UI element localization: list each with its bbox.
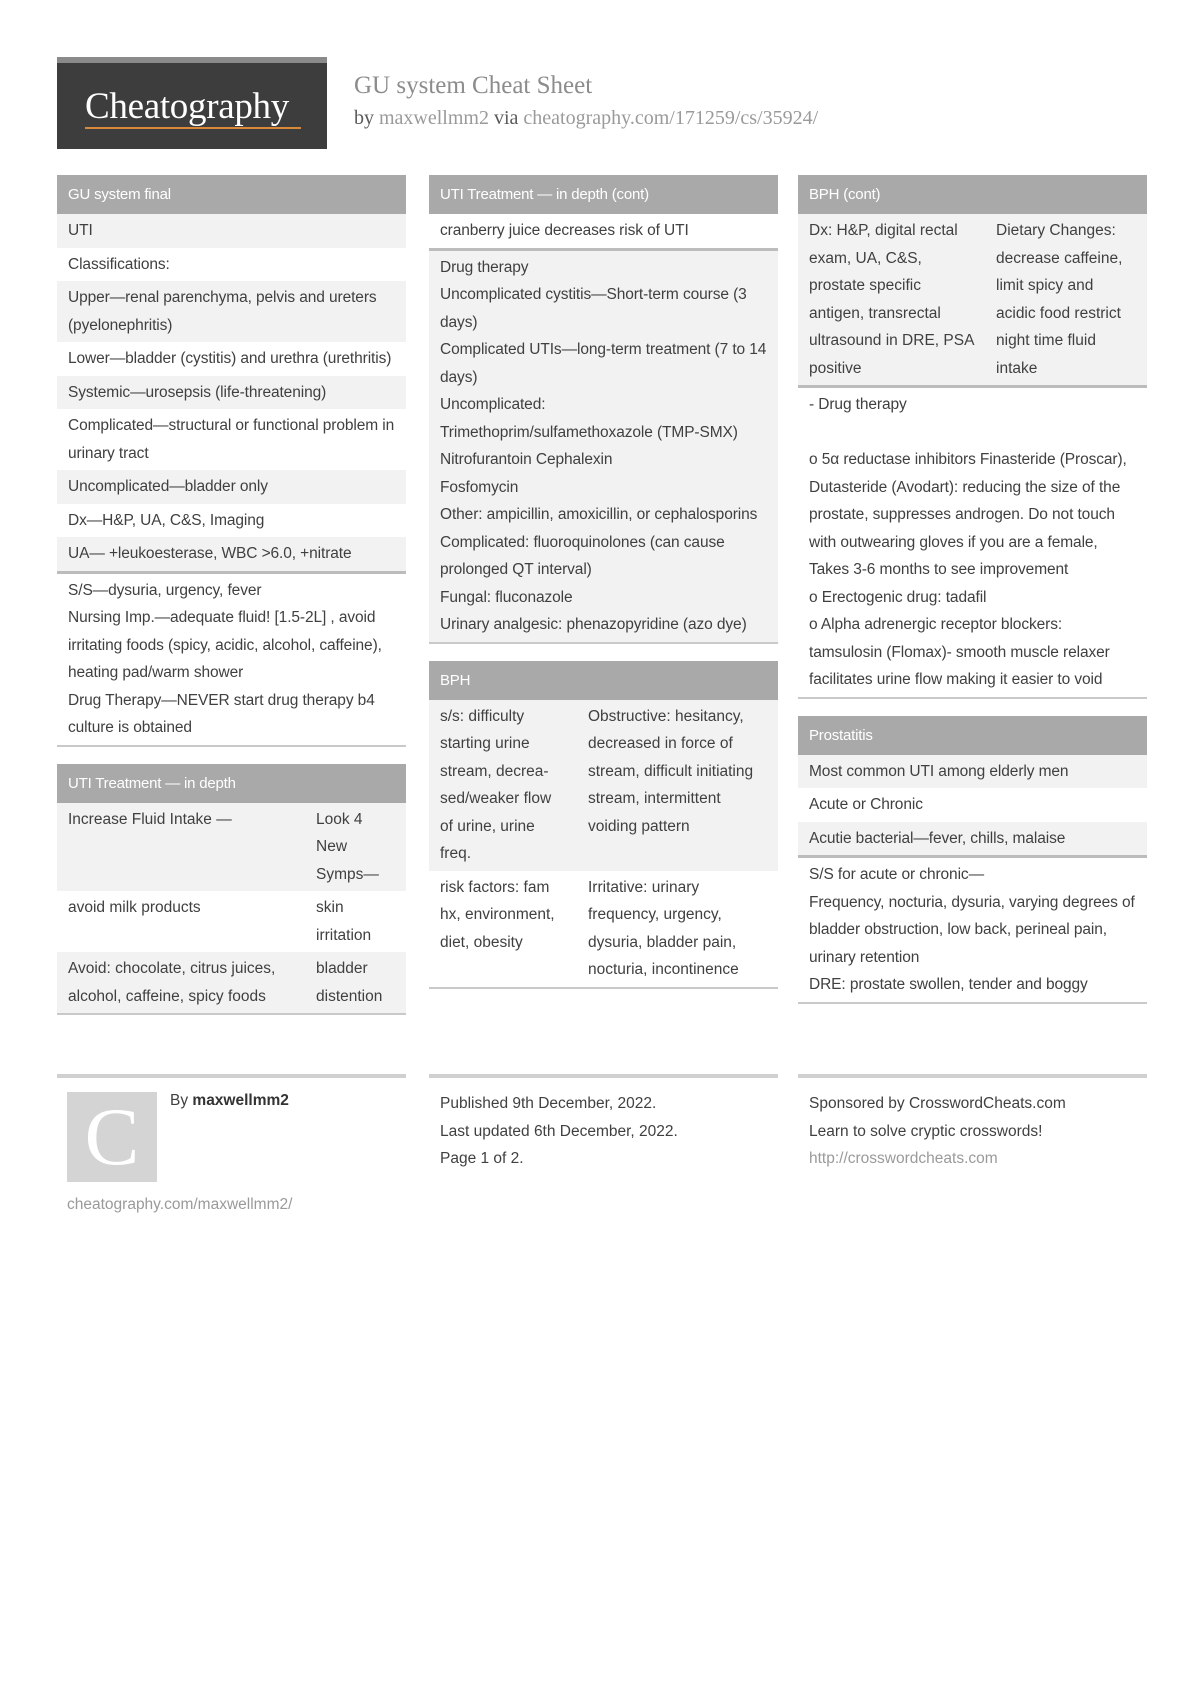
block-line: Nursing Imp.—adequate fluid! [1.5-2L] , avoid irritating foods (spicy, acidic, alcohol, caffeine), heating pad/warm shower — [68, 609, 382, 681]
author-link[interactable]: maxwellmm2 — [379, 107, 489, 129]
block-line — [809, 419, 1136, 447]
section-title: GU system final — [57, 175, 406, 214]
row: UA— +leukoesterase, WBC >6.0, +nitrate — [57, 537, 406, 571]
section-uti-treatment-depth — [57, 764, 406, 1016]
section-title: BPH (cont) — [798, 175, 1147, 214]
column-3 — [798, 175, 1147, 1021]
row: Uncomplicated—bladder only — [57, 470, 406, 504]
sponsor-url[interactable]: http://crosswordcheats.com — [809, 1150, 998, 1167]
cell: avoid milk products — [68, 899, 201, 916]
cell: s/s: difficulty starting urine stream, decreased/weaker flow of urine, urine freq. — [440, 707, 552, 862]
cell: Increase Fluid Intake — — [68, 810, 232, 828]
sponsor-tagline: Learn to solve cryptic crosswords! — [809, 1122, 1043, 1140]
byline — [354, 107, 818, 130]
avatar[interactable] — [67, 1092, 157, 1182]
block-line: Fungal: fluconazole — [440, 588, 573, 606]
text-block — [429, 248, 778, 642]
row: Lower—bladder (cystitis) and urethra (urethritis) — [57, 342, 406, 376]
text-block — [798, 385, 1147, 697]
cell: Dietary Changes: decrease caffeine, limit spicy and acidic food restrict night time fluid intake — [996, 222, 1123, 377]
table-row — [57, 952, 406, 1013]
footer-author — [57, 1074, 406, 1214]
table-row — [57, 891, 406, 952]
table-row — [429, 871, 778, 987]
sponsor-name[interactable]: CrosswordCheats.com — [908, 1095, 1066, 1112]
cell: Look 4 New Symps— — [316, 810, 379, 883]
section-uti-treatment-depth-cont — [429, 175, 778, 644]
section-title: Prostatitis — [798, 716, 1147, 755]
text-block — [798, 855, 1147, 1002]
block-line: Urinary analgesic: phenazopyridine (azo dye) — [440, 616, 747, 633]
section-title: UTI Treatment — in depth — [57, 764, 406, 803]
cheatography-logo[interactable] — [57, 57, 327, 149]
source-link[interactable]: cheatography.com/171259/cs/35924/ — [523, 107, 819, 129]
sponsor-prefix: Sponsored by — [809, 1095, 905, 1112]
cell: skin irritation — [316, 899, 372, 944]
block-line: Uncomplicated cystitis—Short-term course (3 days) — [440, 286, 747, 331]
cell: bladder distention — [316, 960, 383, 1005]
published-date: Published 9th December, 2022. — [440, 1095, 657, 1112]
footer-author-url[interactable]: cheatography.com/maxwellmm2/ — [67, 1196, 293, 1213]
block-line: Complicated UTIs—long-term treatment (7 to 14 days) — [440, 341, 767, 386]
row: Complicated—structural or functional problem in urinary tract — [57, 409, 406, 470]
block-line: Uncomplicated: — [440, 396, 546, 413]
column-2 — [429, 175, 778, 1006]
page-number: Page 1 of 2. — [440, 1150, 524, 1167]
footer-sponsor — [798, 1074, 1147, 1173]
by-word: by — [354, 107, 374, 129]
block-line: Drug Therapy—NEVER start drug therapy b4 culture is obtained — [68, 691, 375, 736]
cell: Avoid: chocolate, citrus juices, alcohol, caffeine, spicy foods — [68, 960, 276, 1005]
via-word: via — [493, 107, 519, 129]
cell: risk factors: fam hx, environment, diet, obesity — [440, 878, 555, 951]
table-row — [798, 214, 1147, 385]
row: UTI — [57, 214, 406, 248]
table-row — [429, 700, 778, 871]
block-line: Trimethoprim/sulfamethoxazole (TMP-SMX) — [440, 423, 738, 441]
section-title: BPH — [429, 661, 778, 700]
block-line: Frequency, nocturia, dysuria, varying degrees of bladder obstruction, low back, perineal pain, urinary retention — [809, 893, 1135, 966]
block-line: Fosfomycin — [440, 478, 519, 496]
block-line: o 5α reductase inhibitors Finasteride (Proscar), Dutasteride (Avodart): reducing the size of the prostate, suppresses androgen. Do not touch with outwearing gloves if you are a female, Takes 3-6 months to see improvement — [809, 451, 1127, 578]
block-line: Other: ampicillin, amoxicillin, or cephalosporins — [440, 506, 758, 523]
updated-date: Last updated 6th December, 2022. — [440, 1122, 678, 1140]
row: Systemic—urosepsis (life-threatening) — [57, 376, 406, 410]
block-line: Nitrofurantoin Cephalexin — [440, 451, 613, 468]
avatar-letter: C — [84, 1091, 140, 1182]
row: Acutie bacterial—fever, chills, malaise — [798, 822, 1147, 856]
cell: Dx: H&P, digital rectal exam, UA, C&S, prostate specific antigen, transrectal ultrasound in DRE, PSA positive — [809, 222, 974, 377]
block-line: Complicated: fluoroquinolones (can cause prolonged QT interval) — [440, 533, 725, 578]
cell: Irritative: urinary frequency, urgency, dysuria, bladder pain, nocturia, incontinence — [588, 878, 739, 978]
footer-byline — [170, 1092, 289, 1110]
text-block — [57, 571, 406, 745]
footer-author-link[interactable]: maxwellmm2 — [192, 1092, 289, 1109]
footer-by-word: By — [170, 1092, 189, 1109]
block-line: o Erectogenic drug: tadafil — [809, 588, 987, 606]
row: Most common UTI among elderly men — [798, 755, 1147, 789]
row: Upper—renal parenchyma, pelvis and ureters (pyelonephritis) — [57, 281, 406, 342]
row: Acute or Chronic — [798, 788, 1147, 822]
section-title: UTI Treatment — in depth (cont) — [429, 175, 778, 214]
logo-underline — [85, 127, 301, 129]
block-line: - Drug therapy — [809, 396, 907, 413]
block-line: S/S for acute or chronic— — [809, 866, 984, 883]
cell: Obstructive: hesitancy, decreased in force of stream, difficult initiating stream, intermittent voiding pattern — [588, 707, 754, 835]
section-bph-cont — [798, 175, 1147, 699]
page-title: GU system Cheat Sheet — [354, 72, 593, 99]
block-line: Drug therapy — [440, 258, 529, 276]
row: cranberry juice decreases risk of UTI — [429, 214, 778, 248]
footer-dates — [429, 1074, 778, 1173]
section-bph — [429, 661, 778, 989]
block-line: DRE: prostate swollen, tender and boggy — [809, 976, 1088, 993]
logo-text: Cheatography — [85, 86, 289, 127]
row: Classifications: — [57, 248, 406, 282]
section-gu-system-final — [57, 175, 406, 747]
block-line: o Alpha adrenergic receptor blockers: tamsulosin (Flomax)- smooth muscle relaxer facilitates urine flow making it easier to void — [809, 616, 1110, 688]
column-1 — [57, 175, 406, 1032]
block-line: S/S—dysuria, urgency, fever — [68, 581, 262, 599]
row: Dx—H&P, UA, C&S, Imaging — [57, 504, 406, 538]
section-prostatitis — [798, 716, 1147, 1004]
table-row — [57, 803, 406, 892]
sponsor-line — [798, 1090, 1147, 1118]
